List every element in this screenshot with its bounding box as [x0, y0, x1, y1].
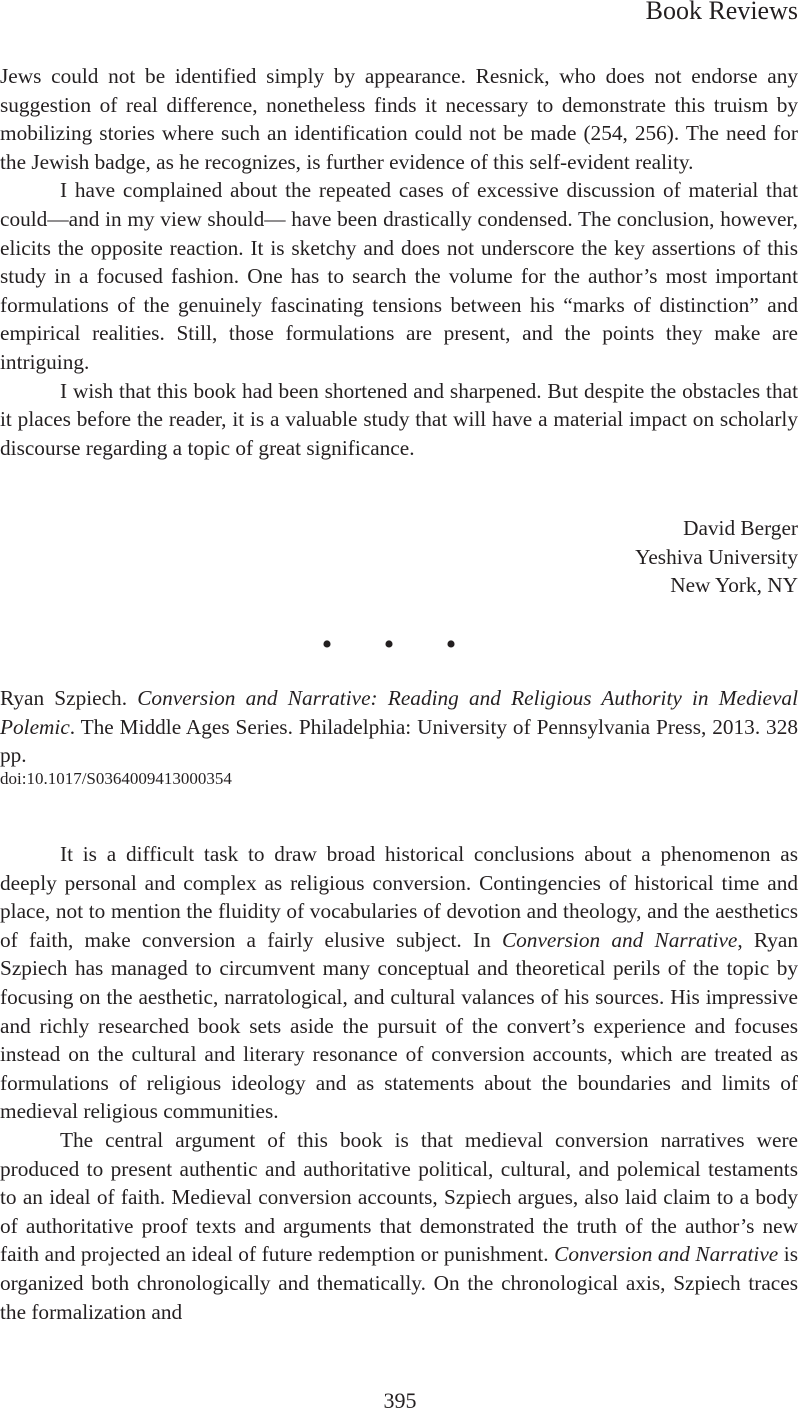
running-head: Book Reviews	[645, 0, 798, 25]
section-divider: • • •	[321, 628, 479, 661]
book-citation	[0, 684, 798, 770]
book-title-ref: Conversion and Narrative	[554, 1242, 779, 1267]
paragraph-3: I wish that this book had been shortened and sharpened. But despite the obstacles that it places before the reader, it is a valuable study that will have a material impact on scholarly discourse regarding a topic of great significance.	[0, 378, 798, 460]
citation-details: . The Middle Ages Series. Philadelphia: University of Pennsylvania Press, 2013. 328 pp.	[0, 714, 798, 768]
paragraph-1: Jews could not be identified simply by appearance. Resnick, who does not endorse any suggestion of real difference, nonetheless finds it necessary to demonstrate this truism by mobilizing stories where such an identification could not be made (254, 256). The need for the Jewish badge, as he recognizes, is further evidence of this self-evident reality.	[0, 64, 798, 174]
paragraph-5: The central argument of this book is that medieval conversion narratives were produced to present authentic and authoritative political, cultural, and polemical testaments to an ideal of faith. Medieval conversion accounts, Szpiech argues, also laid claim to a body of authoritative proof texts and arguments that demonstrated the truth of the author’s new faith and projected an ideal of future redemption or punishment. Conversion and Narrative is organized both chronologically and thematically. On the chronological axis, Szpiech traces the formalization and	[0, 1127, 799, 1324]
review-szpiech-text	[0, 840, 798, 1326]
paragraph-2: I have complained about the repeated cases of excessive discussion of material that could—and in my view should— have been drastically condensed. The conclusion, however, elicits the opposite reaction. It is sketchy and does not underscore the key assertions of this study in a focused fashion. One has to search the volume for the author’s most important formulations of the genuinely fascinating tensions between his “marks of distinction” and empirical realities. Still, those formulations are present, and the points they make are intriguing.	[0, 178, 798, 374]
reviewer-signature	[635, 514, 798, 600]
reviewer-affiliation: Yeshiva University	[635, 544, 798, 569]
citation-author: Ryan Szpiech.	[0, 686, 128, 710]
book-title-ref: Conversion and Narrative	[501, 927, 738, 952]
paragraph-4: It is a difficult task to draw broad historical conclusions about a phenomenon as deeply personal and complex as religious conversion. Contingencies of historical time and place, not to mention the fluidity of vocabularies of devotion and theology, and the aesthetics of faith, make conversion a fairly elusive subject. In Conversion and Narrative, Ryan Szpiech has managed to circumvent many conceptual and theoretical perils of the topic by focusing on the aesthetic, narratological, and cultural valances of his sources. His impressive and richly researched book sets aside the pursuit of the convert’s experience and focuses instead on the cultural and literary resonance of conversion accounts, which are treated as formulations of religious ideology and as statements about the boundaries and limits of medieval religious communities.	[0, 842, 799, 1124]
reviewer-location: New York, NY	[670, 573, 798, 598]
review-berger-text	[0, 62, 798, 462]
citation-title: Conversion and Narrative: Reading and Religious Authority in Medieval Polemic	[0, 686, 798, 739]
doi-link[interactable]: doi:10.1017/S0364009413000354	[0, 769, 232, 788]
page-number: 395	[383, 1388, 417, 1413]
reviewer-name: David Berger	[683, 516, 798, 540]
